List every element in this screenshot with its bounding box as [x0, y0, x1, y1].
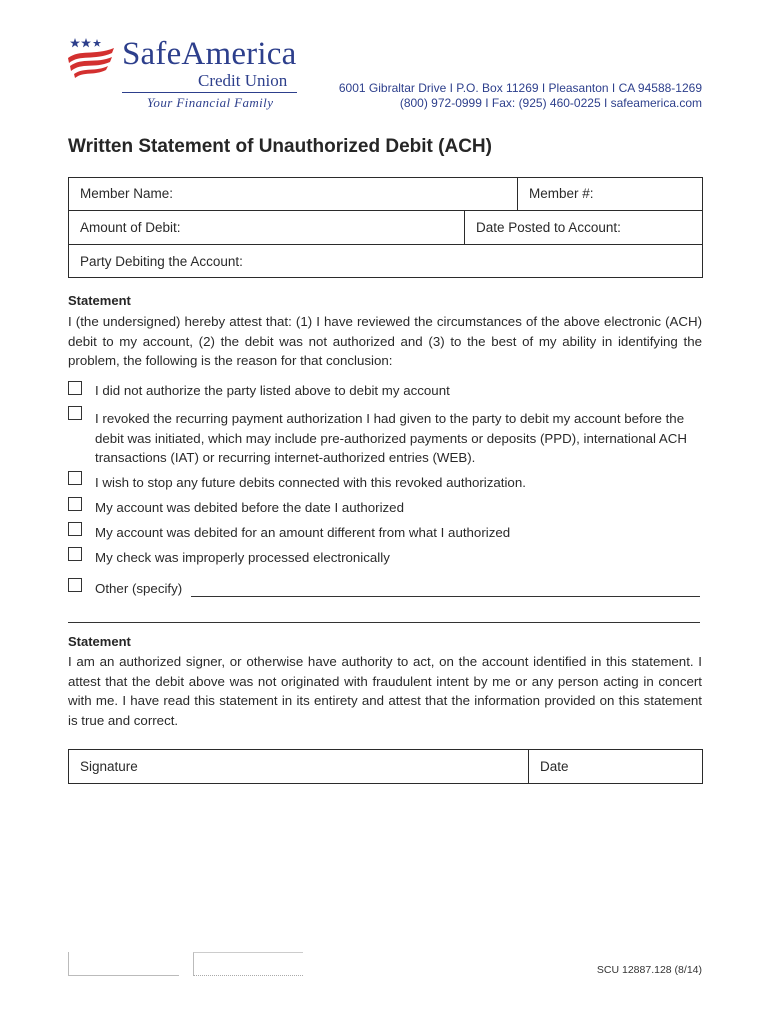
form-title: Written Statement of Unauthorized Debit (ACH) — [68, 136, 492, 157]
date-field[interactable]: Date — [540, 759, 569, 774]
option-label: My account was debited before the date I authorized — [95, 500, 404, 515]
statement-heading: Statement — [68, 634, 131, 649]
brand-subtitle: Credit Union — [198, 71, 288, 90]
address-line: 6001 Gibraltar Drive I P.O. Box 11269 I Pleasanton I CA 94588-1269 — [338, 81, 702, 95]
brand-name: SafeAmerica — [122, 36, 297, 72]
date-posted-field[interactable]: Date Posted to Account: — [476, 220, 621, 235]
form-code: SCU 12887.128 (8/14) — [596, 964, 702, 976]
other-specify-line[interactable] — [191, 596, 700, 597]
option-label: Other (specify) — [95, 581, 183, 596]
option-checkbox[interactable] — [68, 522, 82, 536]
other-specify-continuation-line[interactable] — [68, 622, 700, 623]
option-label: I did not authorize the party listed above to debit my account — [95, 383, 450, 398]
option-checkbox[interactable] — [68, 406, 82, 420]
footer-field-box — [193, 952, 303, 976]
option-label: My account was debited for an amount different from what I authorized — [95, 525, 511, 540]
option-checkbox[interactable] — [68, 547, 82, 561]
table-row-divider — [68, 210, 703, 211]
option-label: My check was improperly processed electronically — [95, 550, 390, 565]
member-name-field[interactable]: Member Name: — [80, 186, 174, 201]
member-number-field[interactable]: Member #: — [529, 186, 594, 201]
option-checkbox[interactable] — [68, 381, 82, 395]
statement-text: I am an authorized signer, or otherwise have authority to act, on the account identified in this statement. I attest that the debit above was not originated with fraudulent intent by me or any person acting in concert with me. I have read this statement in its entirety and attest that the information provided on this statement is true and correct. — [68, 654, 702, 728]
option-label: I wish to stop any future debits connected with this revoked authorization. — [95, 475, 526, 490]
option-label: I revoked the recurring payment authorization I had given to the party to debit my account before the debit was initiated, which may include pre-authorized payments or deposits (PPD), international ACH transactions (IAT) or recurring internet-authorized entries (WEB). — [95, 411, 688, 465]
option-checkbox[interactable] — [68, 497, 82, 511]
signature-field[interactable]: Signature — [80, 759, 138, 774]
table-column-divider — [464, 210, 465, 245]
table-column-divider — [517, 177, 518, 211]
statement-text: I (the undersigned) hereby attest that: (1) I have reviewed the circumstances of the above electronic (ACH) debit to my account, (2) the debit was not authorized and (3) to the best of my ability in identifying the problem, the following is the reason for that conclusion: — [68, 314, 702, 368]
statement-heading: Statement — [68, 293, 131, 308]
amount-of-debit-field[interactable]: Amount of Debit: — [80, 220, 181, 235]
brand-tagline: Your Financial Family — [147, 95, 274, 110]
option-checkbox[interactable] — [68, 471, 82, 485]
brand-divider — [122, 92, 297, 93]
table-column-divider — [528, 749, 529, 784]
footer-field-box — [68, 952, 179, 976]
table-row-divider — [68, 244, 703, 245]
party-debiting-field[interactable]: Party Debiting the Account: — [80, 254, 243, 269]
option-checkbox[interactable] — [68, 578, 82, 592]
contact-line: (800) 972-0999 I Fax: (925) 460-0225 I safeamerica.com — [399, 96, 702, 110]
flag-logo-icon — [66, 36, 116, 80]
signature-table — [68, 749, 703, 784]
